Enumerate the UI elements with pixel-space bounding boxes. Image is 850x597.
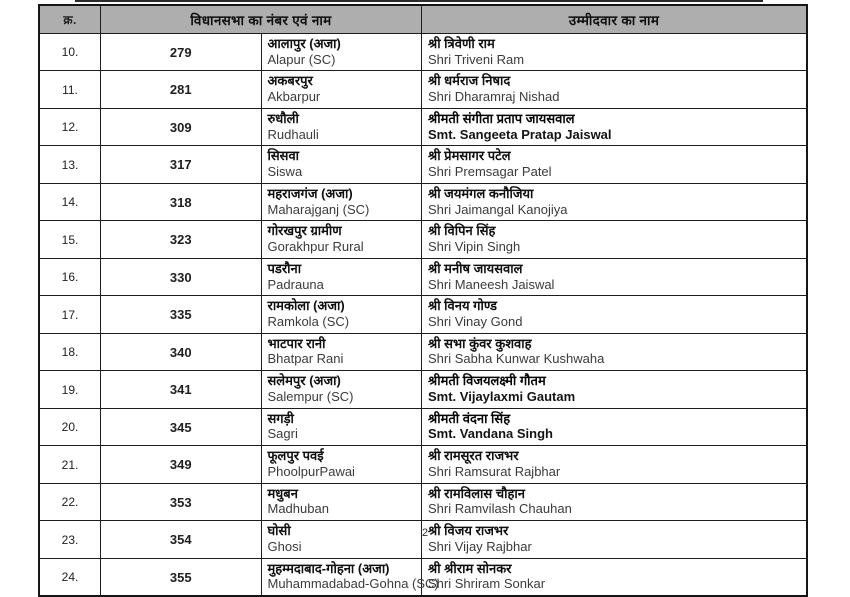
constituency-name-english: Ghosi	[267, 538, 302, 554]
table-row	[39, 183, 807, 220]
candidate-name-hindi: श्री प्रेमसागर पटेल	[428, 148, 511, 164]
table-row	[39, 371, 807, 408]
constituency-number-cell: 355	[101, 558, 262, 596]
page-number: 2	[421, 527, 429, 539]
candidate-name-english: Shri Sabha Kunwar Kushwaha	[428, 351, 605, 367]
header-constituency: विधानसभा का नंबर एवं नाम	[101, 5, 422, 34]
constituency-number-cell: 281	[101, 71, 262, 108]
table-row	[39, 108, 807, 145]
candidate-name-english: Shri Premsagar Patel	[428, 164, 552, 180]
candidate-name-hindi: श्री विपिन सिंह	[428, 223, 496, 239]
table-row	[39, 71, 807, 108]
constituency-name-hindi: रामकोला (अजा)	[267, 298, 345, 314]
candidate-name-hindi: श्री धर्मराज निषाद	[428, 73, 511, 89]
candidate-name-english: Smt. Vijaylaxmi Gautam	[428, 388, 576, 404]
candidate-name-hindi: श्री जयमंगल कनौजिया	[428, 185, 534, 201]
candidate-name-english: Shri Maneesh Jaiswal	[428, 276, 555, 292]
constituency-name-english: Bhatpar Rani	[267, 351, 344, 367]
candidate-name-english: Shri Jaimangal Kanojiya	[428, 201, 568, 217]
candidate-name-cell	[422, 558, 808, 596]
constituency-name-hindi: फूलपुर पवई	[267, 448, 324, 464]
constituency-number-cell: 317	[101, 146, 262, 183]
constituency-name-cell	[261, 446, 422, 483]
constituency-name-hindi: घोसी	[267, 523, 291, 539]
candidate-name-hindi: श्रीमती वंदना सिंह	[428, 410, 511, 426]
candidate-name-cell	[422, 71, 808, 108]
constituency-number-cell: 349	[101, 446, 262, 483]
candidate-name-cell	[422, 333, 808, 370]
candidate-name-english: Smt. Vandana Singh	[428, 426, 553, 442]
serial-cell: 22.	[39, 483, 101, 520]
constituency-number-cell: 335	[101, 296, 262, 333]
table-header	[39, 5, 807, 34]
candidate-name-english: Shri Shriram Sonkar	[428, 576, 546, 592]
candidate-name-cell	[422, 221, 808, 258]
table-row	[39, 483, 807, 520]
candidate-name-cell	[422, 146, 808, 183]
constituency-name-english: Maharajganj (SC)	[267, 201, 370, 217]
constituency-name-cell	[261, 408, 422, 445]
header-candidate: उम्मीदवार का नाम	[422, 5, 808, 34]
candidate-name-english: Shri Triveni Ram	[428, 51, 525, 67]
constituency-name-cell	[261, 371, 422, 408]
constituency-name-cell	[261, 183, 422, 220]
candidate-name-hindi: श्रीमती विजयलक्ष्मी गौतम	[428, 373, 546, 389]
top-horizontal-rule	[75, 0, 763, 2]
constituency-name-hindi: महराजगंज (अजा)	[267, 185, 353, 201]
candidate-name-cell	[422, 34, 808, 71]
constituency-name-english: PhoolpurPawai	[267, 463, 355, 479]
table-row	[39, 296, 807, 333]
constituency-name-cell	[261, 71, 422, 108]
candidate-name-hindi: श्री रामविलास चौहान	[428, 485, 525, 501]
serial-cell: 16.	[39, 258, 101, 295]
serial-cell: 21.	[39, 446, 101, 483]
candidate-name-hindi: श्री विनय गोण्ड	[428, 298, 497, 314]
constituency-name-english: Padrauna	[267, 276, 324, 292]
constituency-name-hindi: सगड़ी	[267, 410, 294, 426]
table-row	[39, 34, 807, 71]
constituency-name-hindi: सलेमपुर (अजा)	[267, 373, 341, 389]
constituency-name-cell	[261, 221, 422, 258]
constituency-name-hindi: मधुबन	[267, 485, 298, 501]
candidate-name-hindi: श्रीमती संगीता प्रताप जायसवाल	[428, 110, 575, 126]
constituency-name-english: Siswa	[267, 164, 303, 180]
constituency-name-hindi: रुधौली	[267, 110, 299, 126]
constituency-name-hindi: मुहम्मदाबाद-गोहना (अजा)	[267, 560, 390, 576]
table-row	[39, 446, 807, 483]
table-row	[39, 408, 807, 445]
constituency-number-cell: 330	[101, 258, 262, 295]
constituency-name-cell	[261, 483, 422, 520]
constituency-number-cell: 323	[101, 221, 262, 258]
candidate-name-cell	[422, 408, 808, 445]
constituency-name-english: Muhammadabad-Gohna (SC)	[267, 576, 439, 592]
candidate-name-english: Shri Vijay Rajbhar	[428, 538, 532, 554]
serial-cell: 18.	[39, 333, 101, 370]
serial-cell: 12.	[39, 108, 101, 145]
constituency-name-english: Madhuban	[267, 501, 329, 517]
candidate-name-english: Shri Vinay Gond	[428, 313, 523, 329]
serial-cell: 19.	[39, 371, 101, 408]
serial-cell: 11.	[39, 71, 101, 108]
table-row	[39, 558, 807, 596]
candidate-name-hindi: श्री विजय राजभर	[428, 523, 509, 539]
constituency-name-hindi: सिसवा	[267, 148, 300, 164]
constituency-name-english: Akbarpur	[267, 89, 321, 105]
candidate-name-english: Shri Ramsurat Rajbhar	[428, 463, 561, 479]
candidate-name-hindi: श्री रामसूरत राजभर	[428, 448, 519, 464]
candidate-name-cell	[422, 108, 808, 145]
candidate-name-cell	[422, 296, 808, 333]
constituency-name-cell	[261, 558, 439, 596]
constituency-number-cell: 341	[101, 371, 262, 408]
constituency-name-english: Ramkola (SC)	[267, 313, 350, 329]
constituency-name-cell	[261, 34, 422, 71]
constituency-name-english: Sagri	[267, 426, 298, 442]
constituency-number-cell: 318	[101, 183, 262, 220]
constituency-name-cell	[261, 333, 422, 370]
candidate-name-english: Shri Vipin Singh	[428, 239, 521, 255]
candidate-name-hindi: श्री सभा कुंवर कुशवाह	[428, 335, 532, 351]
constituency-name-hindi: भाटपार रानी	[267, 335, 326, 351]
constituency-name-english: Gorakhpur Rural	[267, 239, 364, 255]
serial-cell: 10.	[39, 34, 101, 71]
serial-cell: 13.	[39, 146, 101, 183]
constituency-name-hindi: अकबरपुर	[267, 73, 313, 89]
constituency-name-cell	[261, 146, 422, 183]
header-row	[39, 5, 807, 34]
constituency-name-english: Salempur (SC)	[267, 388, 354, 404]
constituency-name-hindi: आलापुर (अजा)	[267, 36, 341, 51]
serial-cell: 20.	[39, 408, 101, 445]
constituency-name-hindi: गोरखपुर ग्रामीण	[267, 223, 342, 239]
candidate-name-cell	[422, 258, 808, 295]
candidate-name-hindi: श्री मनीष जायसवाल	[428, 260, 523, 276]
serial-cell: 17.	[39, 296, 101, 333]
candidate-name-cell	[422, 483, 808, 520]
table-row	[39, 146, 807, 183]
candidate-name-cell	[422, 446, 808, 483]
constituency-name-hindi: पडरौना	[267, 260, 302, 276]
serial-cell: 14.	[39, 183, 101, 220]
constituency-number-cell: 345	[101, 408, 262, 445]
constituency-name-english: Alapur (SC)	[267, 51, 336, 67]
candidate-table-body	[39, 34, 807, 597]
serial-cell: 24.	[39, 558, 101, 596]
candidate-name-cell	[422, 183, 808, 220]
constituency-number-cell: 279	[101, 34, 262, 71]
candidate-name-hindi: श्री श्रीराम सोनकर	[428, 560, 512, 576]
candidate-name-english: Shri Ramvilash Chauhan	[428, 501, 572, 517]
constituency-name-cell	[261, 258, 422, 295]
constituency-name-cell	[261, 296, 422, 333]
constituency-name-english: Rudhauli	[267, 126, 319, 142]
constituency-number-cell: 353	[101, 483, 262, 520]
constituency-number-cell: 354	[101, 521, 262, 558]
constituency-number-cell: 309	[101, 108, 262, 145]
header-serial: क्र.	[39, 5, 101, 34]
candidate-name-cell	[422, 371, 808, 408]
constituency-name-cell	[261, 108, 422, 145]
table-row	[39, 333, 807, 370]
serial-cell: 15.	[39, 221, 101, 258]
candidate-name-english: Shri Dharamraj Nishad	[428, 89, 560, 105]
constituency-number-cell: 340	[101, 333, 262, 370]
candidate-name-hindi: श्री त्रिवेणी राम	[428, 36, 495, 51]
table-row	[39, 258, 807, 295]
candidate-list-table	[38, 4, 808, 597]
serial-cell: 23.	[39, 521, 101, 558]
table-row	[39, 221, 807, 258]
candidate-name-english: Smt. Sangeeta Pratap Jaiswal	[428, 126, 612, 142]
